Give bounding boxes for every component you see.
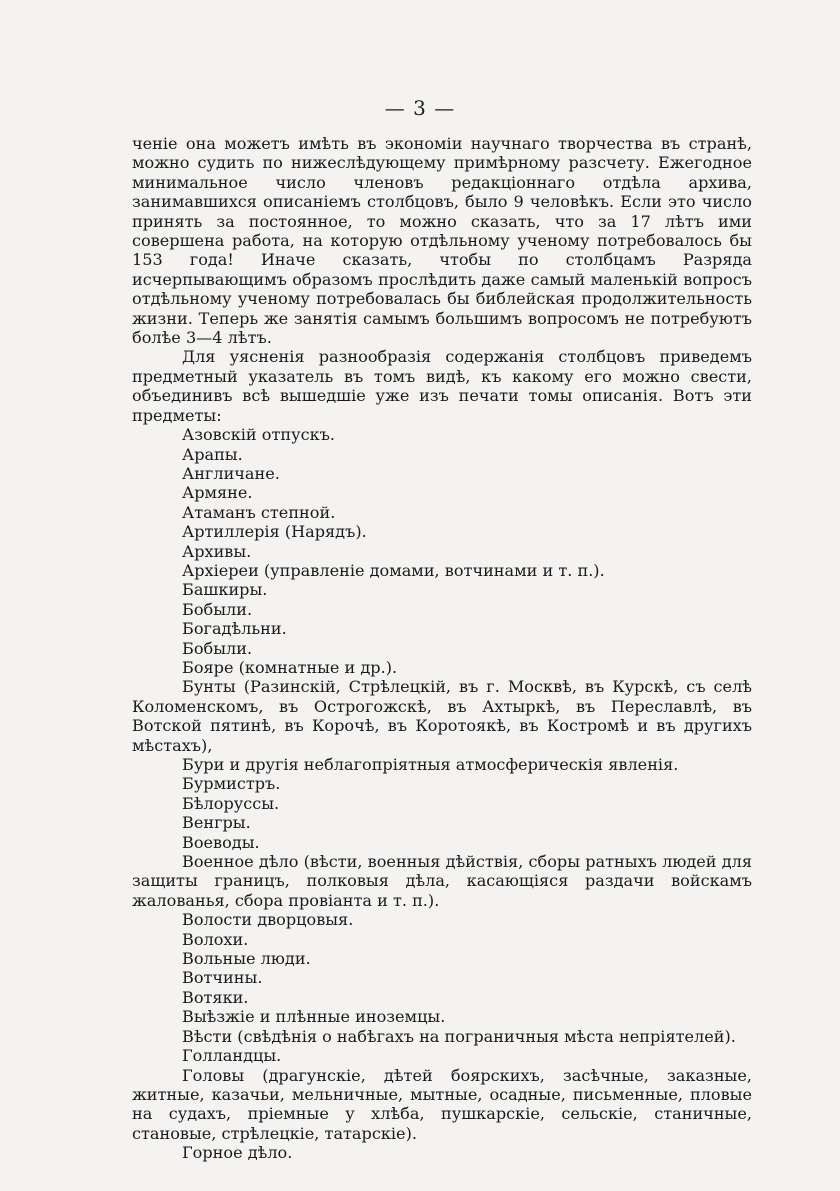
- subject-entry: Архивы.: [182, 541, 252, 561]
- subject-entry: Бобыли.: [182, 638, 253, 658]
- subject-entry: Армяне.: [182, 483, 253, 503]
- subject-entry: Бурмистръ.: [182, 774, 281, 794]
- paragraph-index-intro: Для уясненія разнообразія содержанія столбцовъ приведемъ предметный указатель въ томъ видѣ, къ какому его можно свести, объединивъ всѣ вышедшіе уже изъ печати томы описанія. Вотъ эти предметы:: [132, 347, 752, 425]
- page-number: — 3 —: [384, 96, 456, 120]
- subject-entry: Азовскій отпускъ.: [182, 425, 335, 445]
- subject-index-list: [132, 425, 752, 1162]
- subject-entry: Вотчины.: [182, 968, 263, 988]
- subject-entry: Башкиры.: [182, 580, 268, 600]
- subject-entry: Головы (драгунскіе, дѣтей боярскихъ, засѣчные, заказные, житные, казачьи, мельничные, мытные, осадные, письменные, пловые на судахъ, пріемные у хлѣба, пушкарскіе, сельскіе, станичные, становые, стрѣлецкіе, татарскіе).: [132, 1065, 752, 1143]
- subject-entry: Волохи.: [182, 929, 249, 949]
- paragraph-calculation: ченіе она можетъ имѣть въ экономіи научнаго творчества въ странѣ, можно судить по нижеслѣдующему примѣрному разсчету. Ежегодное минимальное число членовъ редакціоннаго отдѣла архива, занимавшихся описаніемъ столбцовъ, было 9 человѣкъ. Если это число принять за постоянное, то можно сказать, что за 17 лѣтъ ими совершена работа, на которую отдѣльному ученому потребовалось бы 153 года! Иначе сказать, чтобы по столбцамъ Разряда исчерпывающимъ образомъ прослѣдить даже самый маленькій вопросъ отдѣльному ученому потребовалась бы библейская продолжительность жизни. Теперь же занятія самымъ большимъ вопросомъ не потребуютъ болѣе 3—4 лѣтъ.: [132, 134, 752, 348]
- subject-entry: Богадѣльни.: [182, 619, 287, 639]
- subject-entry: Голландцы.: [182, 1046, 282, 1066]
- subject-entry: Горное дѣло.: [182, 1143, 293, 1163]
- subject-entry: Волости дворцовыя.: [182, 910, 354, 930]
- subject-entry: Бунты (Разинскій, Стрѣлецкій, въ г. Москвѣ, въ Курскѣ, съ селѣ Коломенскомъ, въ Острогожскѣ, въ Ахтыркѣ, въ Переславлѣ, въ Вотской пятинѣ, въ Корочѣ, въ Коротоякѣ, въ Костромѣ и въ другихъ мѣстахъ),: [132, 677, 752, 755]
- subject-entry: Военное дѣло (вѣсти, военныя дѣйствія, сборы ратныхъ людей для защиты границъ, полковыя дѣла, касающіяся раздачи войскамъ жалованья, сбора провіанта и т. п.).: [132, 852, 752, 910]
- subject-entry: Бояре (комнатные и др.).: [182, 657, 398, 677]
- subject-entry: Вѣсти (свѣдѣнія о набѣгахъ на пограничныя мѣста непріятелей).: [182, 1026, 736, 1046]
- subject-entry: Воеводы.: [182, 832, 260, 852]
- subject-entry: Арапы.: [182, 444, 243, 464]
- subject-entry: Артиллерія (Нарядъ).: [182, 522, 367, 542]
- subject-entry: Архіереи (управленіе домами, вотчинами и т. п.).: [182, 560, 605, 580]
- subject-entry: Венгры.: [182, 813, 251, 833]
- subject-entry: Бѣлоруссы.: [182, 793, 280, 813]
- subject-entry: Бури и другія неблагопріятныя атмосферическія явленія.: [182, 755, 679, 774]
- subject-entry: Вотяки.: [182, 987, 249, 1007]
- page-body: [132, 134, 752, 1163]
- subject-entry: Англичане.: [182, 463, 280, 483]
- subject-entry: Атаманъ степной.: [182, 502, 336, 522]
- subject-entry: Бобыли.: [182, 599, 253, 619]
- subject-entry: Вольные люди.: [182, 949, 311, 969]
- subject-entry: Выѣзжіе и плѣнные иноземцы.: [182, 1007, 446, 1027]
